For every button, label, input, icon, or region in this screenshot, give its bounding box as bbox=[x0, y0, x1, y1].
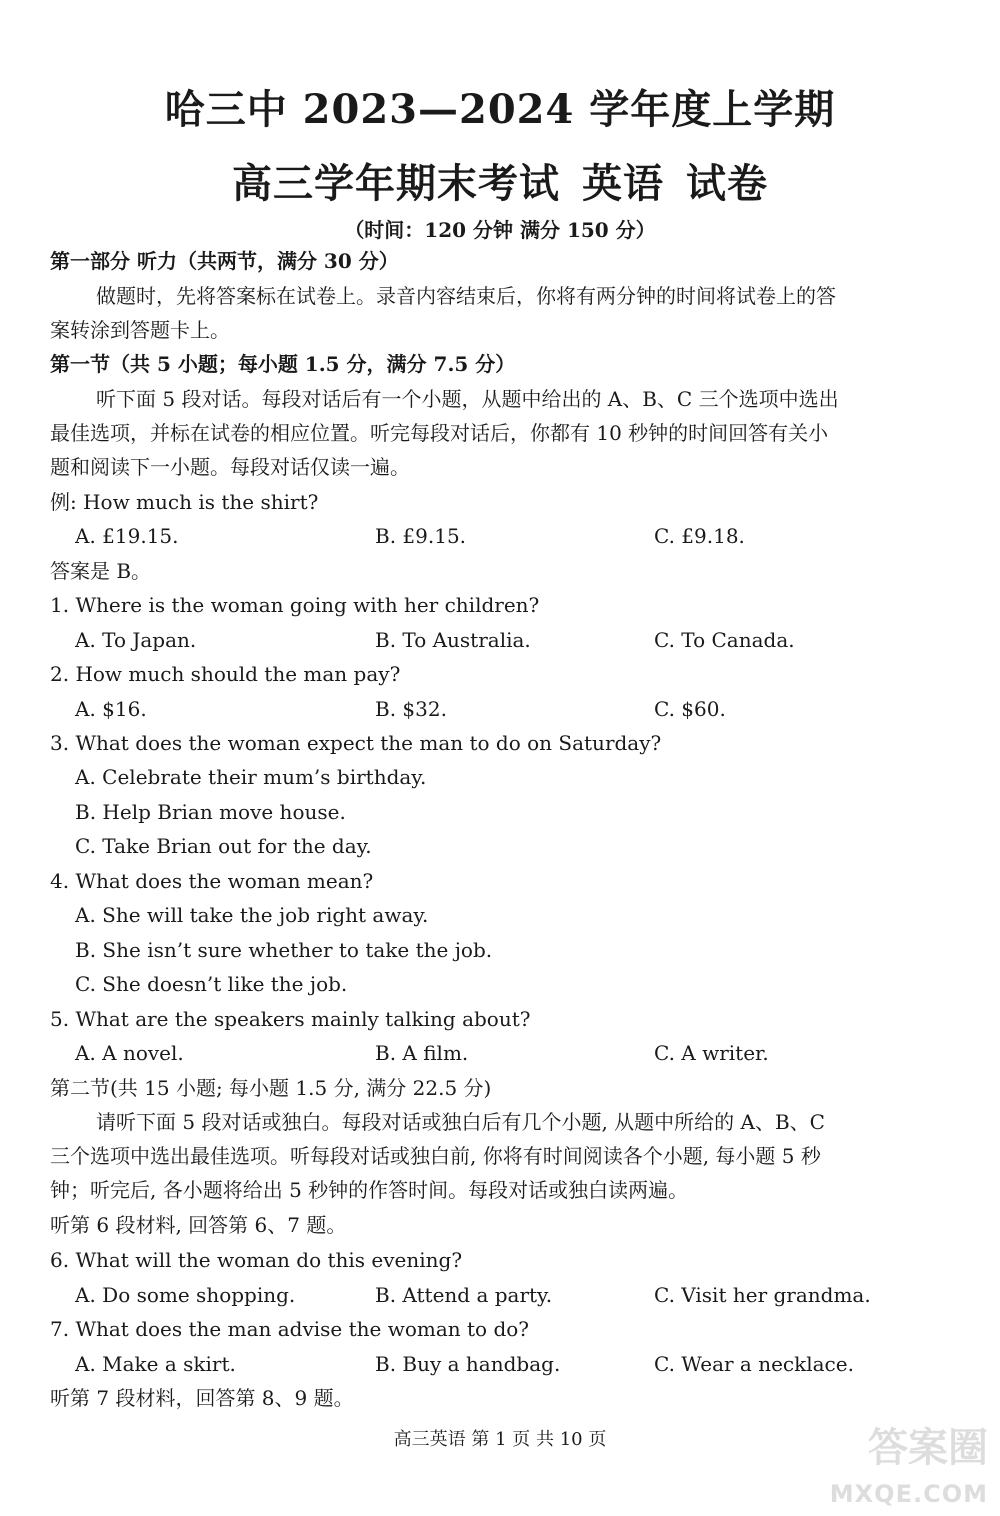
question-7-option-b: B. Buy a handbag. bbox=[375, 1352, 561, 1376]
exam-title-part-b: 试卷 bbox=[686, 160, 768, 207]
question-7-option-c: C. Wear a necklace. bbox=[654, 1352, 854, 1376]
part1-intro-line1: 做题时，先将答案标在试卷上。录音内容结束后，你将有两分钟的时间将试卷上的答 bbox=[96, 284, 836, 308]
question-5-option-a: A. A novel. bbox=[75, 1041, 184, 1065]
question-6-option-c: C. Visit her grandma. bbox=[654, 1283, 871, 1307]
example-question: 例: How much is the shirt? bbox=[50, 490, 319, 514]
watermark bbox=[813, 1416, 988, 1508]
question-7: 7. What does the man advise the woman to do? bbox=[50, 1317, 530, 1341]
exam-title-part-a: 高三学年期末考试 bbox=[232, 160, 560, 207]
section1-intro-line1: 听下面 5 段对话。每段对话后有一个小题，从题中给出的 A、B、C 三个选项中选出 bbox=[96, 387, 839, 411]
question-2-option-a: A. $16. bbox=[75, 697, 147, 721]
example-answer: 答案是 B。 bbox=[50, 559, 152, 583]
material-7-instruction: 听第 7 段材料，回答第 8、9 题。 bbox=[50, 1386, 354, 1410]
question-7-option-a: A. Make a skirt. bbox=[75, 1352, 236, 1376]
question-1: 1. Where is the woman going with her children? bbox=[50, 593, 540, 617]
example-option-a: A. £19.15. bbox=[75, 524, 179, 548]
question-4-option-a: A. She will take the job right away. bbox=[75, 903, 429, 927]
example-option-b: B. £9.15. bbox=[375, 524, 467, 548]
question-6-option-a: A. Do some shopping. bbox=[75, 1283, 296, 1307]
question-3-option-a: A. Celebrate their mum’s birthday. bbox=[75, 765, 427, 789]
part1-heading: 第一部分 听力（共两节，满分 30 分） bbox=[50, 249, 399, 273]
example-option-c: C. £9.18. bbox=[654, 524, 745, 548]
section1-intro-line2: 最佳选项，并标在试卷的相应位置。听完每段对话后，你都有 10 秒钟的时间回答有关小 bbox=[50, 421, 829, 445]
question-5-option-b: B. A film. bbox=[375, 1041, 469, 1065]
section2-intro-line1: 请听下面 5 段对话或独白。每段对话或独白后有几个小题, 从题中所给的 A、B、C bbox=[96, 1110, 825, 1134]
question-2-option-c: C. $60. bbox=[654, 697, 726, 721]
material-6-instruction: 听第 6 段材料, 回答第 6、7 题。 bbox=[50, 1213, 347, 1237]
question-3-option-b: B. Help Brian move house. bbox=[75, 800, 346, 824]
question-1-option-c: C. To Canada. bbox=[654, 628, 795, 652]
question-1-option-b: B. To Australia. bbox=[375, 628, 531, 652]
question-4-option-c: C. She doesn’t like the job. bbox=[75, 972, 348, 996]
watermark-site: MXQE.COM bbox=[829, 1480, 988, 1508]
exam-title-line2 bbox=[0, 152, 1000, 209]
question-6: 6. What will the woman do this evening? bbox=[50, 1248, 463, 1272]
question-1-option-a: A. To Japan. bbox=[75, 628, 197, 652]
page-footer: 高三英语 第 1 页 共 10 页 bbox=[393, 1429, 607, 1450]
exam-subject: 英语 bbox=[582, 160, 664, 207]
section2-heading: 第二节(共 15 小题; 每小题 1.5 分, 满分 22.5 分) bbox=[50, 1076, 492, 1100]
question-4-option-b: B. She isn’t sure whether to take the job. bbox=[75, 938, 493, 962]
question-6-option-b: B. Attend a party. bbox=[375, 1283, 553, 1307]
question-4: 4. What does the woman mean? bbox=[50, 869, 374, 893]
part1-intro-line2: 案转涂到答题卡上。 bbox=[50, 318, 230, 342]
question-3-option-c: C. Take Brian out for the day. bbox=[75, 834, 372, 858]
watermark-logo: 答案圈 bbox=[868, 1425, 988, 1471]
exam-time-score: （时间：120 分钟 满分 150 分） bbox=[344, 218, 656, 242]
question-5-option-c: C. A writer. bbox=[654, 1041, 769, 1065]
question-5: 5. What are the speakers mainly talking about? bbox=[50, 1007, 531, 1031]
section1-intro-line3: 题和阅读下一小题。每段对话仅读一遍。 bbox=[50, 455, 410, 479]
question-2: 2. How much should the man pay? bbox=[50, 662, 401, 686]
section2-intro-line3: 钟；听完后, 各小题将给出 5 秒钟的作答时间。每段对话或独白读两遍。 bbox=[50, 1178, 689, 1202]
question-3: 3. What does the woman expect the man to do on Saturday? bbox=[50, 731, 662, 755]
section2-intro-line2: 三个选项中选出最佳选项。听每段对话或独白前, 你将有时间阅读各个小题, 每小题 5 秒 bbox=[50, 1144, 821, 1168]
question-2-option-b: B. $32. bbox=[375, 697, 447, 721]
section1-heading: 第一节（共 5 小题；每小题 1.5 分，满分 7.5 分） bbox=[50, 352, 516, 376]
exam-title-line1: 哈三中 2023—2024 学年度上学期 bbox=[164, 86, 836, 133]
